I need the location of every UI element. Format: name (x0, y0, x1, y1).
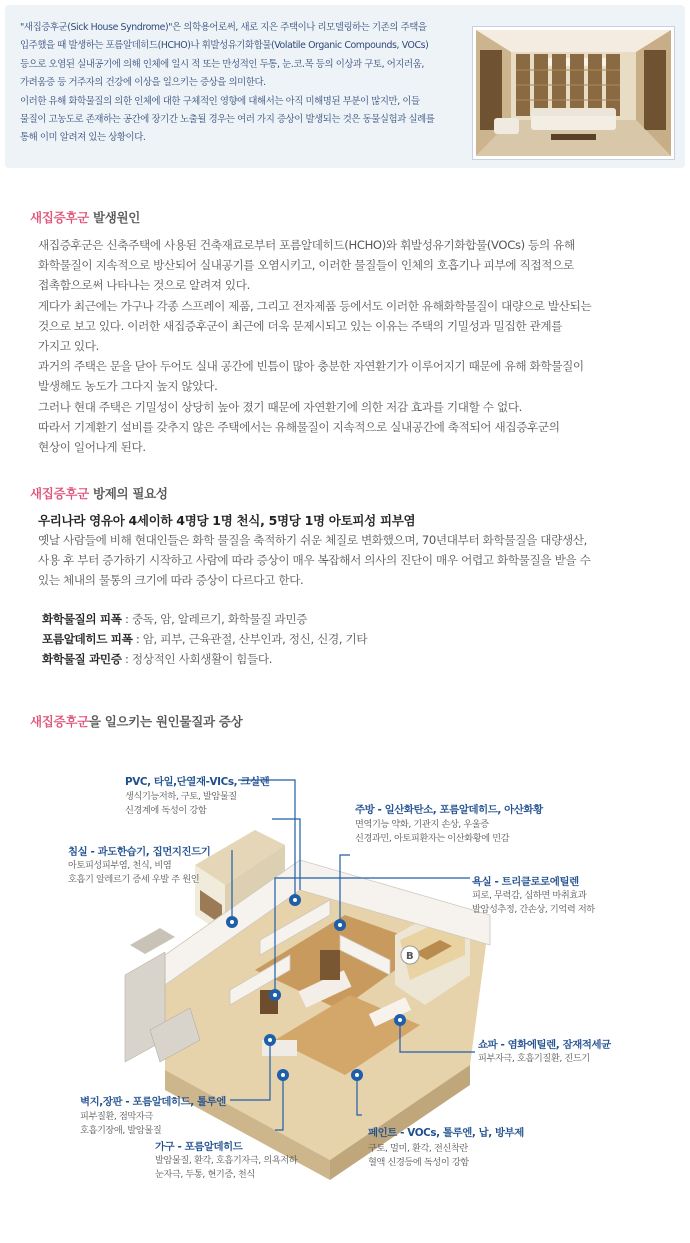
body-line: 접촉함으로써 나타나는 것으로 알려져 있다. (38, 278, 250, 293)
furniture-label: 가구 - 포름알데히드 (155, 1141, 243, 1153)
bedroom-label: 침실 - 과도한습기, 집먼지진드기 (68, 846, 211, 858)
bedroom-desc: 아토피성피부염, 천식, 비염 호흡기 알레르기 증세 우발 주 원인 (68, 860, 200, 885)
necessity-body (38, 530, 663, 591)
body-line: 것으로 보고 있다. 이러한 새집증후군이 최근에 더욱 문제시되고 있는 이유는 주택의 기밀성과 밀집한 관계를 (38, 318, 563, 333)
intro-line: 통해 이미 알려져 있는 상황이다. (20, 132, 146, 144)
paint-desc: 구토, 멀미, 환각, 전신착란 혈액 신경등에 독성이 강함 (368, 1143, 469, 1168)
body-line: 현상이 일어나게 된다. (38, 440, 146, 455)
intro-line: 이러한 유해 화학물질의 의한 인체에 대한 구체적인 영향에 대해서는 아직 미해명된 부분이 많지만, 이들 (20, 95, 420, 107)
body-line: 발생해도 농도가 그다지 높지 않았다. (38, 379, 218, 394)
exposure-item: 화학물질의 피폭 : 중독, 암, 알레르기, 화학물질 과민증 (42, 612, 308, 626)
bathroom-label: 욕실 - 트리클로로에틸렌 (472, 876, 579, 888)
sofa-label: 쇼파 - 염화에틸렌, 잠재적세균 (478, 1039, 611, 1051)
paint-label: 페인트 - VOCs, 톨루엔, 납, 방부제 (368, 1127, 524, 1139)
intro-line: 물질이 고농도로 존재하는 공간에 장기간 노출될 경우는 여러 가지 증상이 발생되는 것은 동물실험과 실례를 (20, 114, 435, 126)
body-line: 게다가 최근에는 가구나 각종 스프레이 제품, 그리고 전자제품 등에서도 이러한 유해화학물질이 대량으로 발산되는 (38, 298, 592, 313)
wallpaper-desc: 피부질환, 점막자극 호흡기장애, 발암물질 (80, 1111, 162, 1136)
body-line: 사용 후 부터 증가하기 시작하고 사람에 따라 증상이 매우 복잡해서 의사의 진단이 매우 어렵고 화학물질을 받을 수 (38, 553, 591, 568)
exposure-item: 화학물질 과민증 : 정상적인 사회생활이 힘들다. (42, 652, 273, 667)
body-line: 옛날 사람들에 비해 현대인들은 화학 물질을 축적하기 쉬운 체질로 변화했으며, 70년대부터 화학물질을 대량생산, (38, 533, 587, 547)
wallpaper-label: 벽지,장판 - 포름알데히드, 톨루엔 (80, 1096, 226, 1108)
intro-line: "새집증후군(Sick House Syndrome)"은 의학용어로써, 새로 지은 주택이나 리모델링하는 기존의 주택을 (20, 22, 427, 33)
body-line: 새집증후군은 신축주택에 사용된 건축재료로부터 포름알데히드(HCHO)와 휘발성유기화합물(VOCs) 등의 유해 (38, 238, 575, 252)
pvc-label: PVC, 타일,단열재-VICs, 크실렌 (125, 776, 270, 788)
body-line: 그러나 현대 주택은 기밀성이 상당히 높아 졌기 때문에 자연환기에 의한 저감 효과를 기대할 수 없다. (38, 399, 523, 414)
body-line: 화학물질이 지속적으로 방산되어 실내공기를 오염시키고, 이러한 물질들이 인체의 호흡기나 피부에 직접적으로 (38, 258, 574, 273)
exposure-list (42, 609, 367, 670)
sofa-desc: 피부자극, 호흡기질환, 진드기 (478, 1053, 590, 1064)
section-title-causes: 새집증후군 발생원인 (30, 210, 141, 225)
intro-box (5, 5, 685, 168)
kitchen-desc: 면역기능 약화, 기관지 손상, 우울증 신경과민, 아토피환자는 이산화황에 민감 (355, 819, 510, 844)
furniture-desc: 발암물질, 환각, 호흡기자극, 의욕저하 눈자극, 두통, 현기증, 천식 (155, 1155, 298, 1180)
causes-body (38, 235, 663, 457)
exposure-item: 포름알데히드 피폭 : 암, 피부, 근육관절, 산부인과, 정신, 신경, 기타 (42, 632, 368, 647)
intro-line: 등으로 오염된 실내공기에 의해 인체에 일시 적 또는 만성적인 두통, 눈.코.목 등의 이상과 구토, 어지러움, (20, 58, 424, 70)
kitchen-label: 주방 - 일산화탄소, 포름알데히드, 아산화황 (355, 804, 543, 816)
body-line: 있는 체내의 물통의 크기에 따라 증상이 다르다고 한다. (38, 573, 304, 588)
body-line: 따라서 기계환기 설비를 갖추지 않은 주택에서는 유해물질이 지속적으로 실내공간에 축적되어 새집증후군의 (38, 419, 560, 434)
svg-text:B: B (406, 951, 414, 962)
section-title-substances: 새집증후군을 일으키는 원인물질과 증상 (30, 714, 243, 729)
pvc-desc: 생식기능저하, 구토, 발암물질 신경계에 독성이 강함 (125, 791, 237, 816)
intro-line: 입주했을 때 발생하는 포름알데히드(HCHO)나 휘발성유기화합물(Volatile Organic Compounds, VOCs) (20, 40, 429, 52)
section-title-necessity: 새집증후군 방제의 필요성 (30, 486, 168, 501)
intro-text (20, 19, 466, 148)
living-room-photo (473, 27, 674, 159)
intro-line: 가려움증 등 거주자의 건강에 이상을 일으키는 증상을 의미한다. (20, 77, 266, 89)
body-line: 가지고 있다. (38, 339, 99, 354)
statistic-headline: 우리나라 영유아 4세이하 4명당 1명 천식, 5명당 1명 아토피성 피부염 (38, 513, 416, 528)
bathroom-desc: 피로, 무력감, 심하면 마취효과 발암성추정, 간손상, 기억력 저하 (472, 890, 595, 915)
body-line: 과거의 주택은 문을 닫아 두어도 실내 공간에 빈틈이 많아 충분한 자연환기가 이루어지기 때문에 유해 화학물질이 (38, 359, 584, 374)
